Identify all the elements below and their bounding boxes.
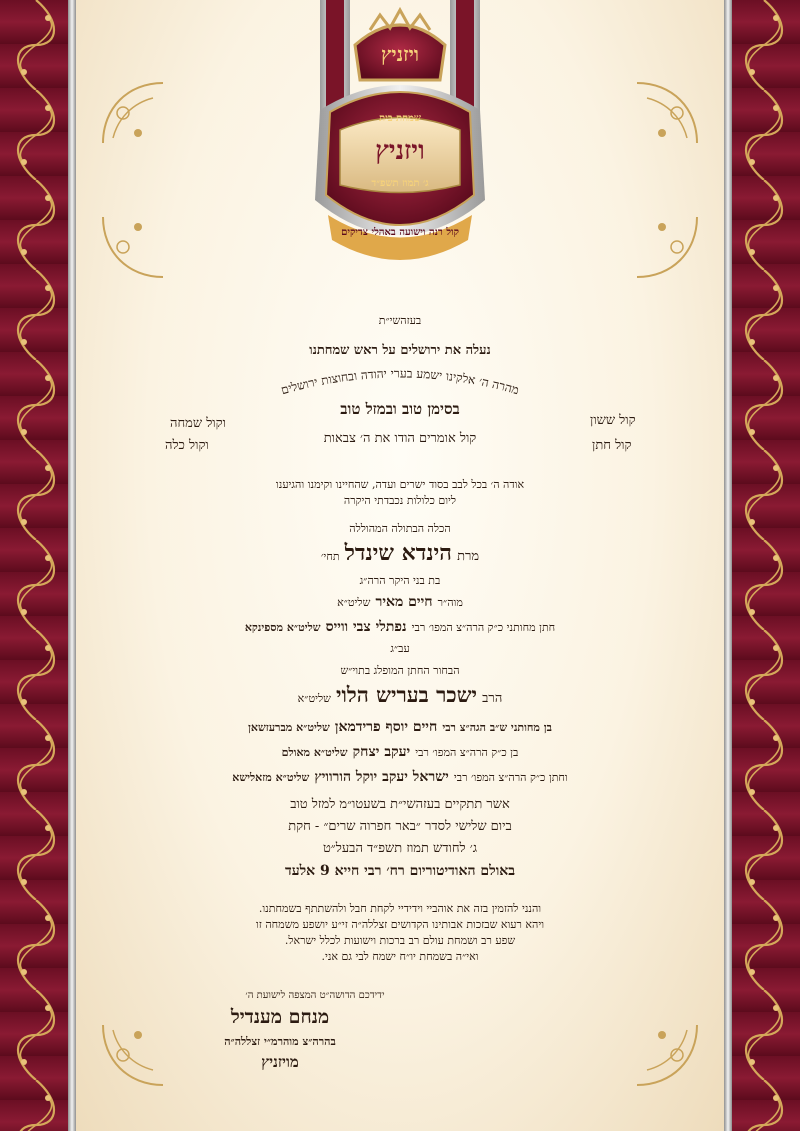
chatan-name-line xyxy=(76,682,724,708)
signature-name: מנחם מענדיל xyxy=(230,1006,330,1028)
kol-chatan: קול חתן xyxy=(592,438,632,453)
intro-line-2: ליום כלולות נכבדתי היקרה xyxy=(343,494,457,507)
corner-ornament-bottom-right xyxy=(632,1020,702,1090)
chatan-line-3-suffix: שליט״א מזאלישא xyxy=(232,771,310,784)
closing-line-1: והנני להזמין בזה את אוהביי וידידיי לקחת חבל ולהשתתף בשמחתנו. xyxy=(258,902,542,915)
kala-in-law-suffix: שליט״א מספינקא xyxy=(244,621,321,634)
kol-sason: קול ששון xyxy=(590,413,636,428)
closing-line-4: ואי״ה בשמחת יו״ח ישמח לבי גם אני. xyxy=(321,950,479,963)
event-line-2: ביום שלישי לסדר ״באר חפרוה שרים״ - חקת xyxy=(288,819,512,834)
kala-in-law-prefix: חתן מחותני כ״ק הרה״צ המפו׳ רבי xyxy=(411,621,556,634)
crest-date: ג׳ תמוז תשפ״ד xyxy=(371,178,429,189)
left-silver-frame xyxy=(68,0,76,1131)
signature-place: מויזניץ xyxy=(261,1053,299,1071)
chatan-line-3 xyxy=(76,766,724,786)
corner-ornament-bottom-left xyxy=(98,1020,168,1090)
chatan-line-2-name: יעקב יצחק xyxy=(352,744,411,760)
arc-verse-text: מהרה ה׳ אלקינו ישמע בערי יהודה ובחוצות ירושלים xyxy=(279,366,521,398)
chatan-line-1-prefix: בן מחותני ש״ב הגה״צ רבי xyxy=(442,721,552,734)
chatan-line-2-prefix: בן כ״ק הרה״צ המפו׳ רבי xyxy=(415,746,519,759)
left-filigree-ornament xyxy=(10,0,62,1131)
corner-ornament-top-left xyxy=(98,78,168,148)
bsd-header: בעזהשי״ת xyxy=(378,314,422,327)
svg-text:מהרה ה׳ אלקינו ישמע בערי יהודה xyxy=(279,366,520,397)
chatan-suffix: שליט״א xyxy=(297,692,331,705)
kala-name: הינדא שינדל xyxy=(344,540,452,566)
chatan-name: ישכר בעריש הלוי xyxy=(336,682,478,707)
kala-in-law-line xyxy=(76,616,724,636)
corner-ornament-top-right xyxy=(632,78,702,148)
chatan-label: הבחור החתן המופלג בתוי״ש xyxy=(340,664,460,677)
event-line-3: ג׳ לחודש תמוז תשפ״ד הבעל״ט xyxy=(322,841,478,856)
kala-father-line xyxy=(76,591,724,611)
chatan-line-3-prefix: וחתן כ״ק הרה״צ המפו׳ רבי xyxy=(453,771,568,784)
kol-simcha: וקול שמחה xyxy=(170,416,226,431)
chatan-line-1-suffix: שליט״א מברעזשאן xyxy=(248,721,330,734)
chatan-line-1 xyxy=(76,716,724,736)
event-line-1: אשר תתקיים בעזהשי״ת בשעטו״מ למזל טוב xyxy=(290,797,510,812)
kala-prefix: מרת xyxy=(457,549,480,564)
crest-family-name: ויזניץ xyxy=(375,136,425,166)
crest-top-word: ויזניץ xyxy=(380,42,420,66)
kala-name-line xyxy=(76,540,724,566)
siman-tov-heading: בסימן טוב ובמזל טוב xyxy=(340,400,460,418)
kala-father-prefix: מוה״ר xyxy=(437,596,463,609)
kol-kala: וקול כלה xyxy=(165,438,209,453)
kala-father-suffix: שליט״א xyxy=(337,596,371,609)
chatan-line-3-name: ישראל יעקב יוקל הורוויץ xyxy=(314,769,449,785)
avg-label: עב״ג xyxy=(390,642,410,655)
corner-ornament-mid-left xyxy=(98,212,168,282)
chatan-line-2-suffix: שליט״א מאולם xyxy=(281,746,348,759)
invitation-title: נעלה את ירושלים על ראש שמחתנו xyxy=(309,343,491,358)
corner-ornament-mid-right xyxy=(632,212,702,282)
right-filigree-ornament xyxy=(738,0,790,1131)
right-silver-frame xyxy=(724,0,732,1131)
kala-label: הכלה הבתולה המהוללה xyxy=(349,522,451,535)
signature-line-2: בהרה״צ מוהרמ״י זצללה״ה xyxy=(224,1035,336,1048)
kol-omrim: קול אומרים הודו את ה׳ צבאות xyxy=(323,431,477,446)
closing-line-2: ויהא רעוא שבזכות אבותינו הקדושים זצללה״ה זי״ע יושפע משמחה זו xyxy=(255,918,545,931)
kala-suffix: תחי׳ xyxy=(320,550,340,563)
crest-simcha-label: שמחת בית xyxy=(378,113,422,124)
chatan-line-2 xyxy=(76,741,724,761)
kala-in-law-name: נפתלי צבי ווייס xyxy=(325,619,407,635)
chatan-line-1-name: חיים יוסף פרידמאן xyxy=(334,719,438,735)
intro-line-1: אודה ה׳ בכל לבב בסוד ישרים ועדה, שהחיינו וקימנו והגיענו xyxy=(275,478,525,491)
chatan-prefix: הרב xyxy=(482,691,503,706)
crest-banner-text: קול רנה וישועה באהלי צדיקים xyxy=(341,227,459,238)
kala-parents-label: בת בני היקר הרה״ג xyxy=(359,574,441,587)
kala-father-name: חיים מאיר xyxy=(375,594,433,610)
closing-line-3: שפע רב ושמחת עולם רב ברכות וישועות לכלל ישראל. xyxy=(284,934,516,947)
signature-label: ידידכם הדושה״ט המצפה לישועת ה׳ xyxy=(245,990,385,1001)
event-venue: באולם האודיטוריום רח׳ רבי חייא 9 אלעד xyxy=(284,863,516,879)
